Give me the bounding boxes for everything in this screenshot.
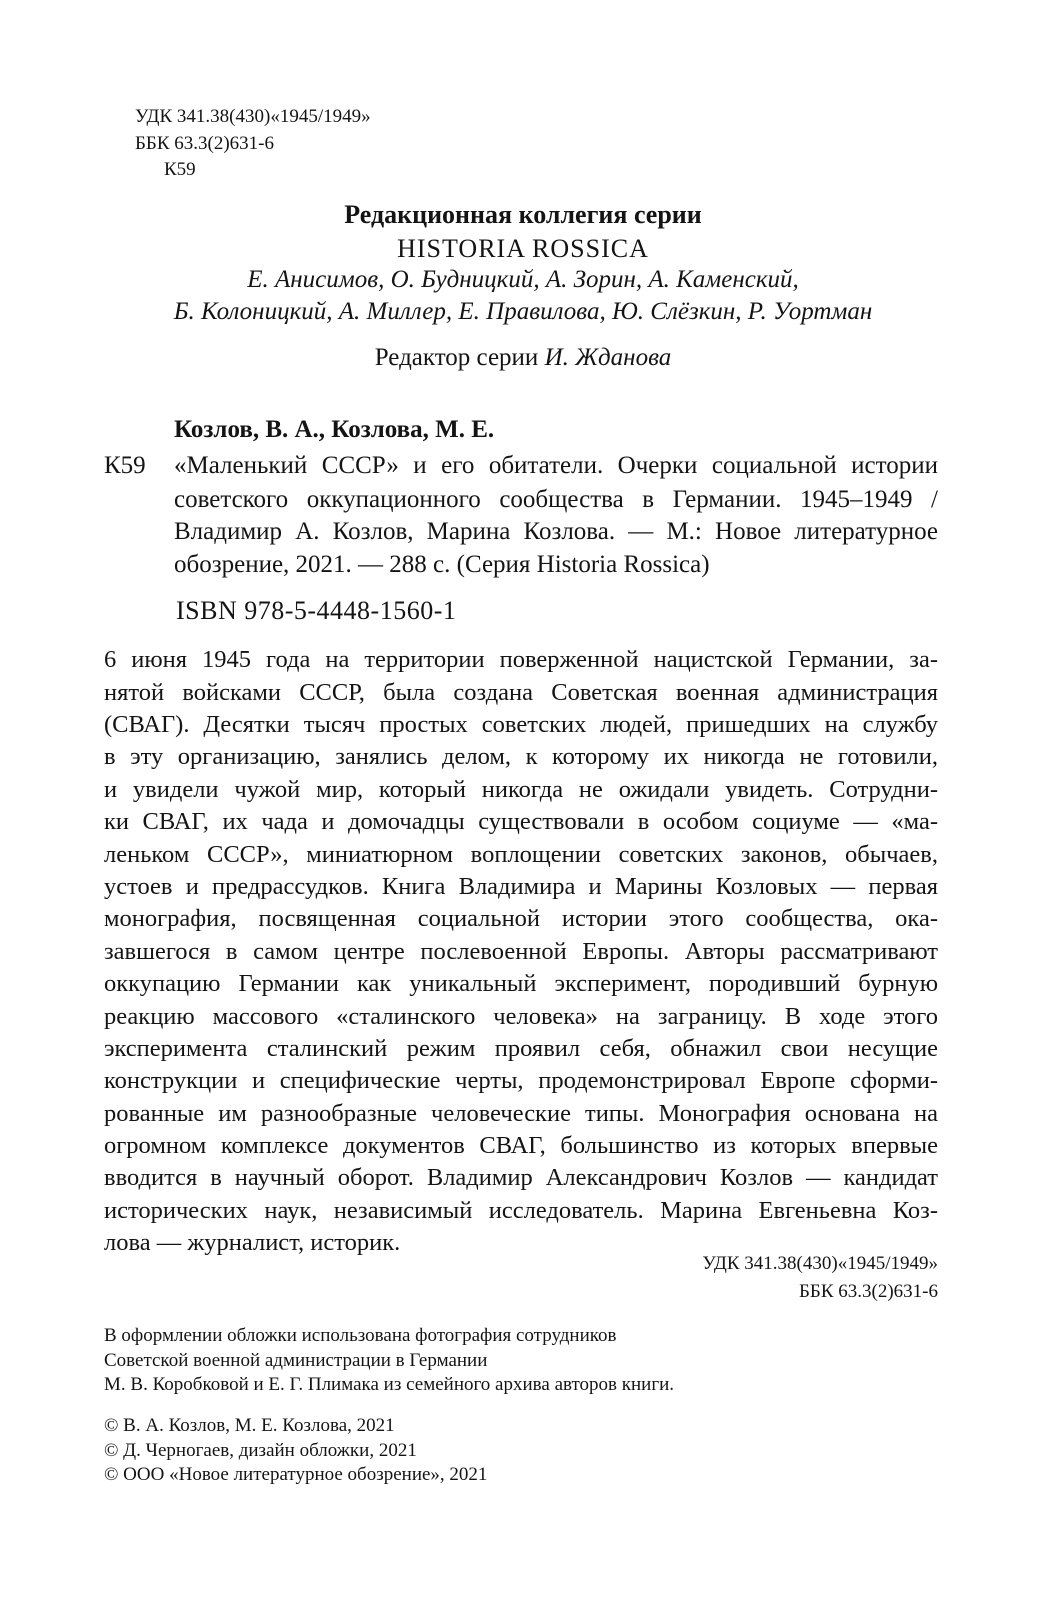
annotation-line: нятой войсками СССР, была создана Советская военная администрация [104, 679, 938, 706]
bbk-code-bottom: ББК 63.3(2)631-6 [799, 1281, 938, 1302]
bib-author-sign: К59 [104, 452, 146, 479]
annotation-line: исторических наук, независимый исследователь. Марина Евгеньевна Коз- [104, 1197, 938, 1224]
annotation-line: 6 июня 1945 года на территории поверженной нацистской Германии, за- [104, 646, 938, 673]
annotation-line: монография, посвященная социальной истории этого сообщества, ока- [104, 905, 938, 932]
series-editor-name: И. Жданова [544, 344, 672, 371]
bib-line: обозрение, 2021. — 288 с. (Серия Historia Rossica) [174, 551, 710, 578]
annotation-line: рованные им разнообразные человеческие типы. Монография основана на [104, 1100, 938, 1127]
authors-heading: Козлов, В. А., Козлова, М. Е. [174, 416, 495, 443]
author-sign: К59 [164, 159, 196, 180]
cover-note-line: Советской военной администрации в Германии [104, 1350, 488, 1371]
annotation-line: оккупацию Германии как уникальный эксперимент, породивший бурную [104, 970, 938, 997]
annotation-line: огромном комплексе документов СВАГ, большинство из которых впервые [104, 1132, 938, 1159]
series-name: HISTORIA ROSSICA [397, 234, 649, 263]
annotation-line: леньком СССР», миниатюрном воплощении советских законов, обычаев, [104, 841, 938, 868]
annotation-line: завшегося в самом центре послевоенной Европы. Авторы рассматривают [104, 938, 938, 965]
annotation-line: конструкции и специфические черты, продемонстрировал Европе сформи- [104, 1067, 938, 1094]
annotation-line: устоев и предрассудков. Книга Владимира и Марины Козловых — первая [104, 873, 938, 900]
bbk-code: ББК 63.3(2)631-6 [135, 133, 274, 154]
series-editor-label: Редактор серии [374, 344, 539, 371]
annotation-line: в эту организацию, занялись делом, к которому их никогда не готовили, [104, 743, 938, 770]
isbn: ISBN 978-5-4448-1560-1 [176, 596, 457, 625]
copyright-line: © ООО «Новое литературное обозрение», 2021 [104, 1464, 488, 1485]
annotation-line: реакцию массового «сталинского человека» на заграницу. В ходе этого [104, 1003, 938, 1030]
bib-line: советского оккупационного сообщества в Германии. 1945–1949 / [174, 486, 938, 513]
bib-line: Владимир А. Козлов, Марина Козлова. — М.: Новое литературное [174, 518, 938, 545]
annotation-line: (СВАГ). Десятки тысяч простых советских людей, пришедших на службу [104, 711, 938, 738]
cover-note-line: В оформлении обложки использована фотография сотрудников [104, 1325, 617, 1346]
board-members-line: Е. Анисимов, О. Будницкий, А. Зорин, А. Каменский, [247, 266, 799, 293]
cover-note-line: М. В. Коробковой и Е. Г. Плимака из семейного архива авторов книги. [104, 1374, 675, 1395]
editorial-board-title: Редакционная коллегия серии [344, 200, 702, 229]
udk-code-bottom: УДК 341.38(430)«1945/1949» [702, 1253, 938, 1274]
udk-code: УДК 341.38(430)«1945/1949» [135, 106, 371, 127]
bib-line: «Маленький СССР» и его обитатели. Очерки социальной истории [174, 452, 938, 479]
series-editor [0, 344, 1046, 372]
annotation-line: и увидели чужой мир, который никогда не ожидали увидеть. Сотрудни- [104, 776, 938, 803]
annotation-line: эксперимента сталинский режим проявил себя, обнажил свои несущие [104, 1035, 938, 1062]
annotation-line: ки СВАГ, их чада и домочадцы существовали в особом социуме — «ма- [104, 808, 938, 835]
copyright-line: © В. А. Козлов, М. Е. Козлова, 2021 [104, 1415, 395, 1436]
annotation-line: вводится в научный оборот. Владимир Александрович Козлов — кандидат [104, 1164, 938, 1191]
copyright-line: © Д. Черногаев, дизайн обложки, 2021 [104, 1440, 417, 1461]
annotation-line: лова — журналист, историк. [104, 1229, 401, 1256]
board-members-line: Б. Колоницкий, А. Миллер, Е. Правилова, Ю. Слёзкин, Р. Уортман [173, 298, 873, 325]
